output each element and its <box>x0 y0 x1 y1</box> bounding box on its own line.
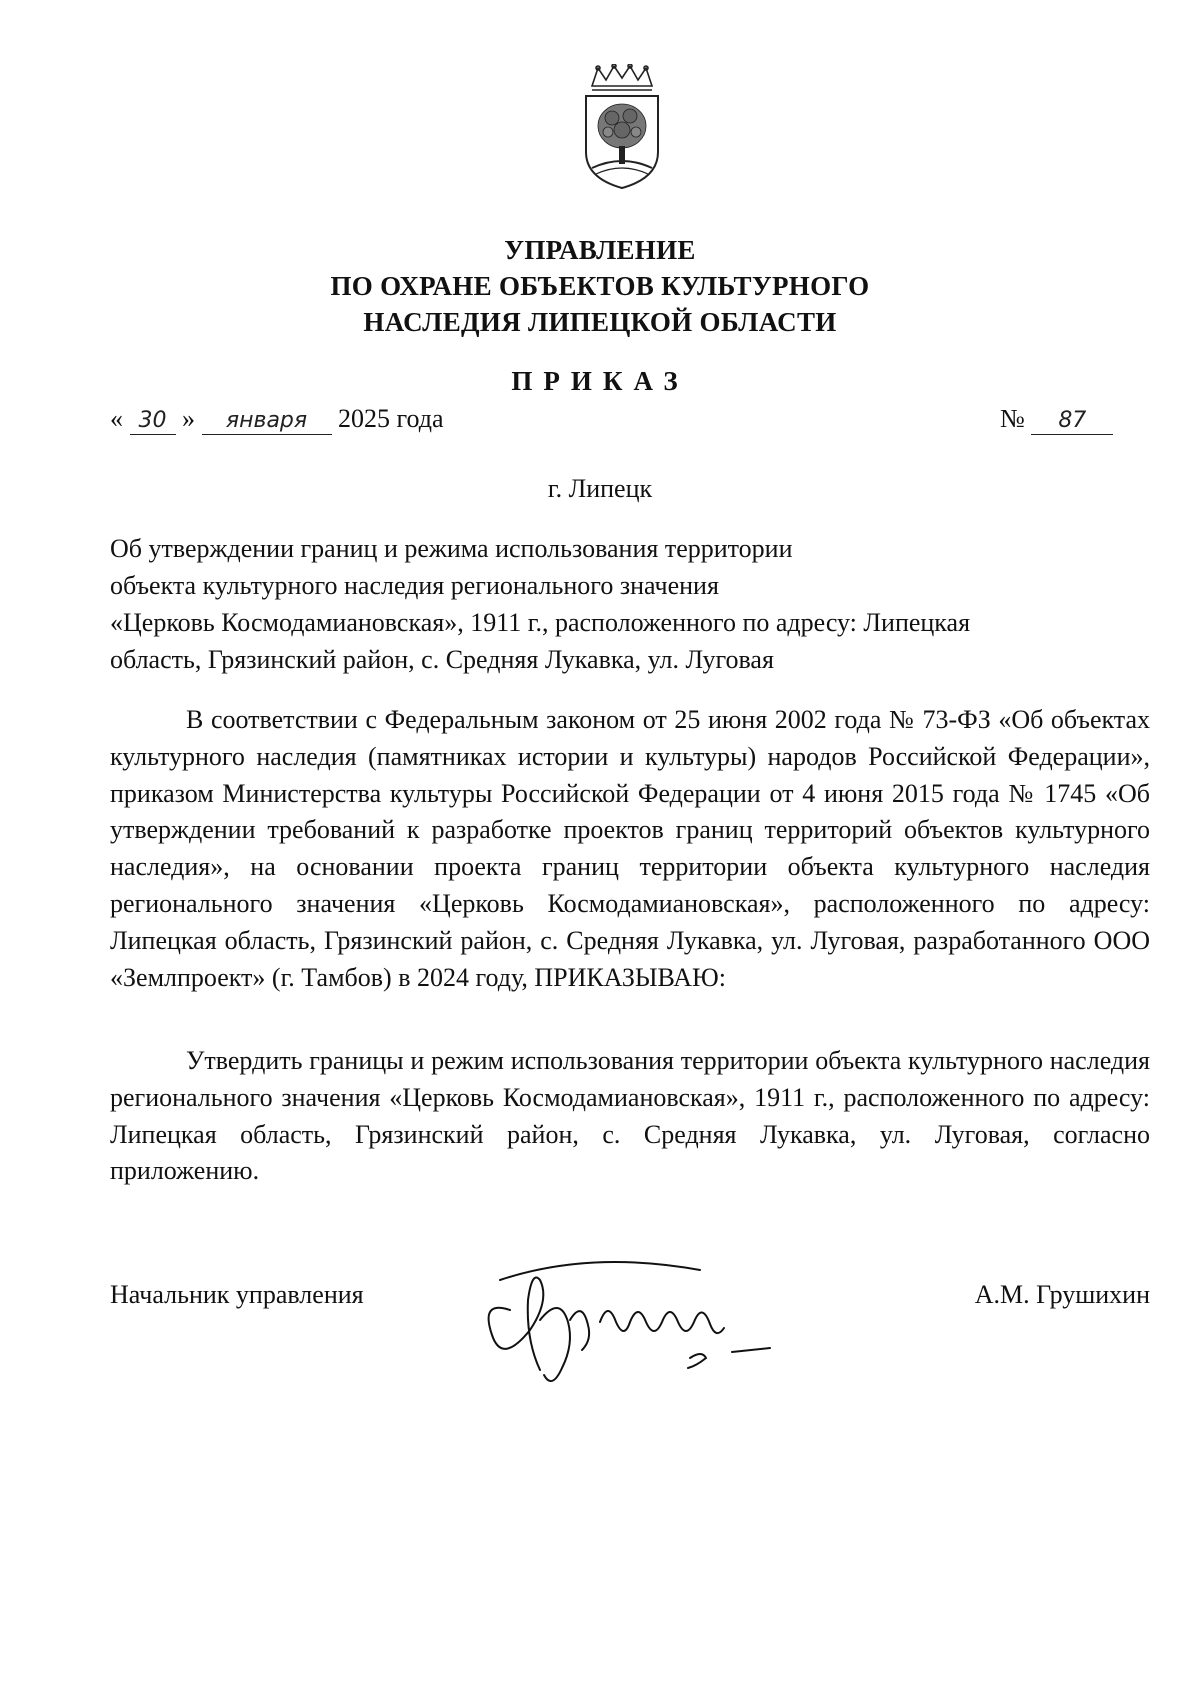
agency-line: ПО ОХРАНЕ ОБЪЕКТОВ КУЛЬТУРНОГО <box>330 271 870 301</box>
handwritten-signature <box>470 1240 830 1410</box>
order-subject <box>110 530 1130 678</box>
subject-line: Об утверждении границ и режима использования территории <box>110 534 793 563</box>
order-date <box>110 404 444 435</box>
agency-header <box>0 232 1200 340</box>
signatory-position: Начальник управления <box>110 1280 364 1309</box>
number-label: № <box>1000 404 1025 433</box>
date-open-quote: « <box>110 404 123 433</box>
subject-line: объекта культурного наследия регионального значения <box>110 571 719 600</box>
document-type-title: ПРИКАЗ <box>511 366 689 396</box>
date-month-handwritten: января <box>202 408 332 435</box>
number-handwritten: 87 <box>1031 408 1113 435</box>
subject-line: «Церковь Космодамиановская», 1911 г., расположенного по адресу: Липецкая <box>110 608 971 637</box>
signatory-name: А.М. Грушихин <box>974 1280 1150 1309</box>
date-close-quote: » <box>182 404 195 433</box>
date-day-handwritten: 30 <box>130 408 176 435</box>
agency-line: УПРАВЛЕНИЕ <box>504 235 696 265</box>
order-number <box>1000 404 1113 435</box>
body-paragraph-preamble: В соответствии с Федеральным законом от 25 июня 2002 года № 73-ФЗ «Об объектах культурного наследия (памятниках истории и культуры) народов Российской Федерации», приказом Министерства культуры Российской Федерации от 4 июня 2015 года № 1745 «Об утверждении требований к разработке проектов границ территорий объектов культурного наследия», на основании проекта границ территории объекта культурного наследия регионального значения «Церковь Космодамиановская», расположенного по адресу: Липецкая область, Грязинский район, с. Средняя Лукавка, ул. Луговая, разработанного ООО «Землпроект» (г. Тамбов) в 2024 году, ПРИКАЗЫВАЮ: <box>110 705 1150 992</box>
issue-city: г. Липецк <box>547 474 653 503</box>
date-year: 2025 года <box>338 404 444 433</box>
agency-line: НАСЛЕДИЯ ЛИПЕЦКОЙ ОБЛАСТИ <box>363 307 837 337</box>
coat-of-arms-emblem <box>578 64 666 190</box>
body-paragraph-order: Утвердить границы и режим использования территории объекта культурного наследия регионального значения «Церковь Космодамиановская», 1911 г., расположенного по адресу: Липецкая область, Грязинский район, с. Средняя Лукавка, ул. Луговая, согласно приложению. <box>110 1046 1150 1186</box>
subject-line: область, Грязинский район, с. Средняя Лукавка, ул. Луговая <box>110 645 774 674</box>
